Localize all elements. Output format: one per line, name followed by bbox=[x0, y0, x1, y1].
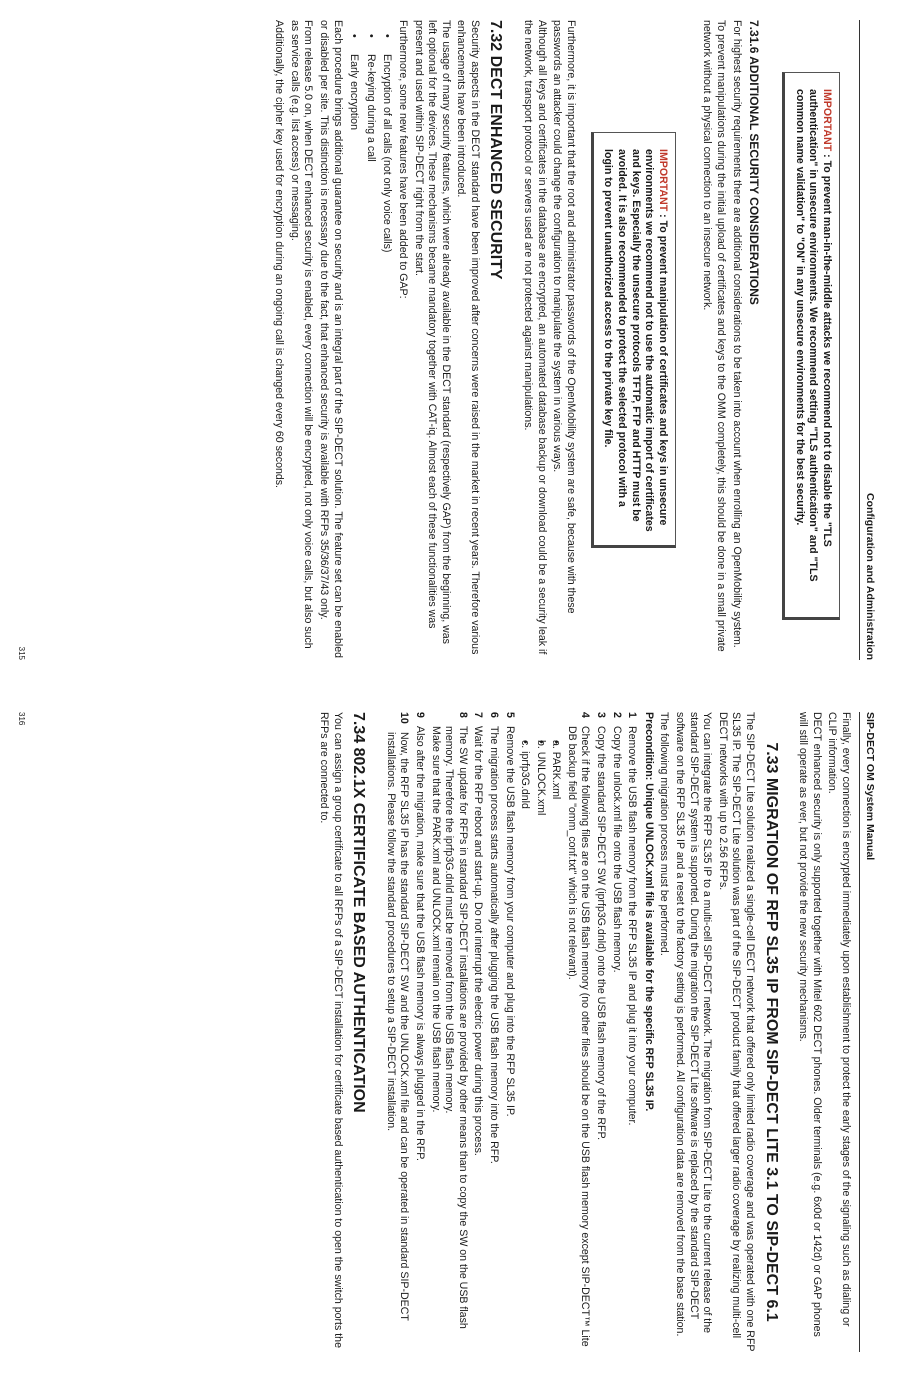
list-item bbox=[594, 712, 608, 1352]
list-item bbox=[471, 712, 485, 1352]
list-item bbox=[383, 712, 410, 1352]
list-item bbox=[502, 712, 516, 1352]
paragraph: You can integrate the RFP SL35 IP to a multi-cell SIP-DECT network. The migration from SIP-DECT Lite to the current release of the standard SIP-DECT system is supported. During the migration the SIP-DECT Lite software is replaced by the standard SIP-DECT software on the RFP SL35 IP and a reset to the factory setting is performed. All configuration data are removed from the base station. bbox=[674, 712, 714, 1337]
step-text: The SW update for RFPs in standard SIP-DECT installations are provided by other means than to copy the SW on the USB flash memory. Therefore the iprfp3G.dnld must be removed from the USB flash memory. bbox=[443, 726, 469, 1329]
paragraph: Furthermore, some new features have been added to GAP: bbox=[396, 20, 409, 299]
step-number: 5 bbox=[503, 712, 516, 718]
important-label: IMPORTANT bbox=[821, 89, 833, 152]
file-item: • b. UNLOCK.xml bbox=[533, 726, 547, 1352]
step-number: 2 bbox=[610, 712, 623, 718]
list-item: • Early encryption bbox=[347, 20, 361, 660]
paragraph: From release 5.0 on, when DECT enhanced security is enabled, every connection will be encrypted, not only voice calls, but also such as service calls (e.g. list access) or messaging. bbox=[288, 20, 315, 649]
step-number: 4 bbox=[579, 712, 592, 718]
step-text: The migration process starts automatically after plugging the USB flash memory into the RFP. bbox=[487, 726, 500, 1164]
paragraph: Although all keys and certificates in the database are encrypted, an automated database backup or download could be a security leak if the network, transport protocol or servers used are not protected against manipulations. bbox=[522, 20, 548, 655]
step-continuation: Make sure that the PARK.xml and UNLOCK.xml remain on the USB flash memory. bbox=[429, 726, 442, 1113]
page-content bbox=[314, 712, 852, 1352]
paragraph: The SIP-DECT Lite solution realized a single-cell DECT network that offered only limited radio coverage and was operated with one RFP SL35 IP. The SIP-DECT Lite solution was part of the SIP-DECT product family that offered larger radio coverage by realizing multi-cell DECT networks with up to 2.56 RFPs. bbox=[716, 712, 757, 1352]
paragraph: Each procedure brings additional guarantee on security and is an integral part of the SIP-DECT solution. The feature set can be enabled or disabled per site. This distinction is necessary due to the fact, that enhanced security is available with RFPs 35/36/37/43 only. bbox=[317, 20, 344, 658]
page-content bbox=[270, 20, 852, 660]
step-number: 9 bbox=[413, 712, 426, 718]
paragraph: For highest security requirements there are additional considerations to be taken into account when enrolling an OpenMobility system. bbox=[730, 20, 743, 648]
paragraph: Additionally, the cipher key used for encryption during an ongoing call is changed every 60 seconds. bbox=[273, 20, 286, 488]
important-text: : To prevent man-in-the-middle attacks we recommend not to disable the "TLS authentication" in unsecure environments. We recommend setting "TLS authentication" and "TLS common name validation" to "ON" in any unsecure environments for the best security. bbox=[793, 89, 833, 582]
step-number: 3 bbox=[595, 712, 608, 718]
important-text: : To prevent manipulation of certificates and keys in unsecure environments we recommend not to use the automatic import of certificates and keys. Especially the unsecure protocols TFTP, FTP and HTTP must be avoided. It is also recommended to protect the selected protocol with a login to prevent unauthorized access to the private key file. bbox=[602, 149, 669, 532]
paragraph: Furthermore, it is important that the root and administrator passwords of the OpenMobility system are safe, because with these passwords an attacker could change the configuration to manipulate the system in various ways. bbox=[551, 20, 577, 614]
step-text: Check if the following files are on the USB flash memory (no other files should be on the USB flash memory except SIP-DECT™ Lite DB backup field "omm_conf.txt" which is not relevant). bbox=[565, 726, 592, 1347]
step-number: 6 bbox=[487, 712, 500, 718]
step-text: Wait for the RFP reboot and start-up. Do not interrupt the electric power during this process. bbox=[472, 726, 485, 1156]
step-number: 1 bbox=[626, 712, 639, 718]
list-item: • Encryption of all calls (not only voice calls) bbox=[380, 20, 394, 660]
important-label: IMPORTANT bbox=[656, 149, 669, 212]
section-title: 7.31.6 ADDITIONAL SECURITY CONSIDERATIONS bbox=[747, 20, 762, 305]
precondition: Precondition: Unique UNLOCK.xml file is available for the specific RFP SL35 IP. bbox=[642, 712, 655, 1112]
page-315 bbox=[8, 20, 888, 692]
list-item: • Re-keying during a call bbox=[363, 20, 377, 660]
running-header: SIP-DECT OM System Manual bbox=[859, 712, 876, 1352]
section-title: 7.33 MIGRATION OF RFP SL35 IP FROM SIP-DECT LITE 3.1 TO SIP-DECT 6.1 bbox=[762, 742, 780, 1322]
step-number: 10 bbox=[398, 712, 411, 724]
paragraph: Security aspects in the DECT standard have been improved after concerns were raised in the market in recent years. Therefore various enhancements have been introduced. bbox=[455, 20, 481, 655]
list-item bbox=[625, 712, 639, 1352]
page-number: 316 bbox=[17, 712, 26, 726]
page-number: 315 bbox=[17, 646, 26, 660]
file-list bbox=[518, 726, 563, 1352]
section-title: 7.32 DECT ENHANCED SECURITY bbox=[487, 20, 505, 280]
list-item bbox=[412, 712, 426, 1352]
step-text: Also after the migration, make sure that the USB flash memory is always plugged in the RFP. bbox=[413, 726, 426, 1161]
running-header: Configuration and Administration bbox=[859, 20, 876, 660]
important-note bbox=[591, 132, 676, 548]
list-item bbox=[486, 712, 500, 1352]
list-item bbox=[609, 712, 623, 1352]
section-title: 7.34 802.1X CERTIFICATE BASED AUTHENTICATION bbox=[350, 712, 368, 1113]
step-text: Copy the unlock.xml file onto the USB flash memory. bbox=[610, 726, 623, 973]
bullet-list bbox=[347, 20, 394, 660]
step-number: 7 bbox=[472, 712, 485, 718]
list-item bbox=[518, 712, 592, 1352]
paragraph: To prevent manipulations during the initial upload of certificates and keys to the OMM completely, this should be done in a small private network without a physical connection to an insecure network. bbox=[701, 20, 728, 652]
paragraph: Finally, every connection is encrypted immediately upon establishment to protect the early stages of the signaling such as dialing or CLIP information. bbox=[826, 712, 852, 1327]
paragraph: You can assign a group certificate to all RFPs of a SIP-DECT installation for certificate based authentication to open the switch ports the RFPs are connected to. bbox=[318, 712, 344, 1348]
important-note bbox=[782, 72, 840, 620]
step-text: Now, the RFP SL35 IP has the standard SIP-DECT SW and the UNLOCK.xml file and can be operated in standard SIP-DECT installations. Please follow the standard procedures to setup a SIP-DECT installation. bbox=[384, 732, 411, 1321]
step-text: Remove the USB flash memory from the RFP SL35 IP and plug it into your computer. bbox=[626, 726, 639, 1126]
steps-list bbox=[383, 712, 638, 1352]
step-number: 8 bbox=[456, 712, 469, 718]
paragraph: The following migration process must be performed. bbox=[658, 712, 671, 956]
list-item bbox=[428, 712, 469, 1352]
paragraph: DECT enhanced security is only supported together with Mitel 602 DECT phones. Older terminals (e.g. 6x0d or 142d) or GAP phones will still operate as ever, but not provide the new security mechanisms. bbox=[797, 712, 823, 1337]
step-text: Copy the standard SIP-DECT SW (iprfp3G.dnld) onto the USB flash memory of the RFP. bbox=[595, 726, 608, 1141]
page-316 bbox=[8, 712, 888, 1384]
file-item: • a. PARK.xml bbox=[549, 726, 563, 1352]
paragraph: The usage of many security features, which were already available in the DECT standard (respectively GAP) from the beginning, was left optional for the devices. These mechanisms became mandatory together with CAT-iq. Almost each of these functionalities was present and used within SIP-DECT right from the start. bbox=[412, 20, 452, 644]
file-item: • c. iprfp3G.dnld bbox=[518, 726, 532, 1352]
step-text: Remove the USB flash memory from your computer and plug into the RFP SL35 IP. bbox=[503, 726, 516, 1117]
